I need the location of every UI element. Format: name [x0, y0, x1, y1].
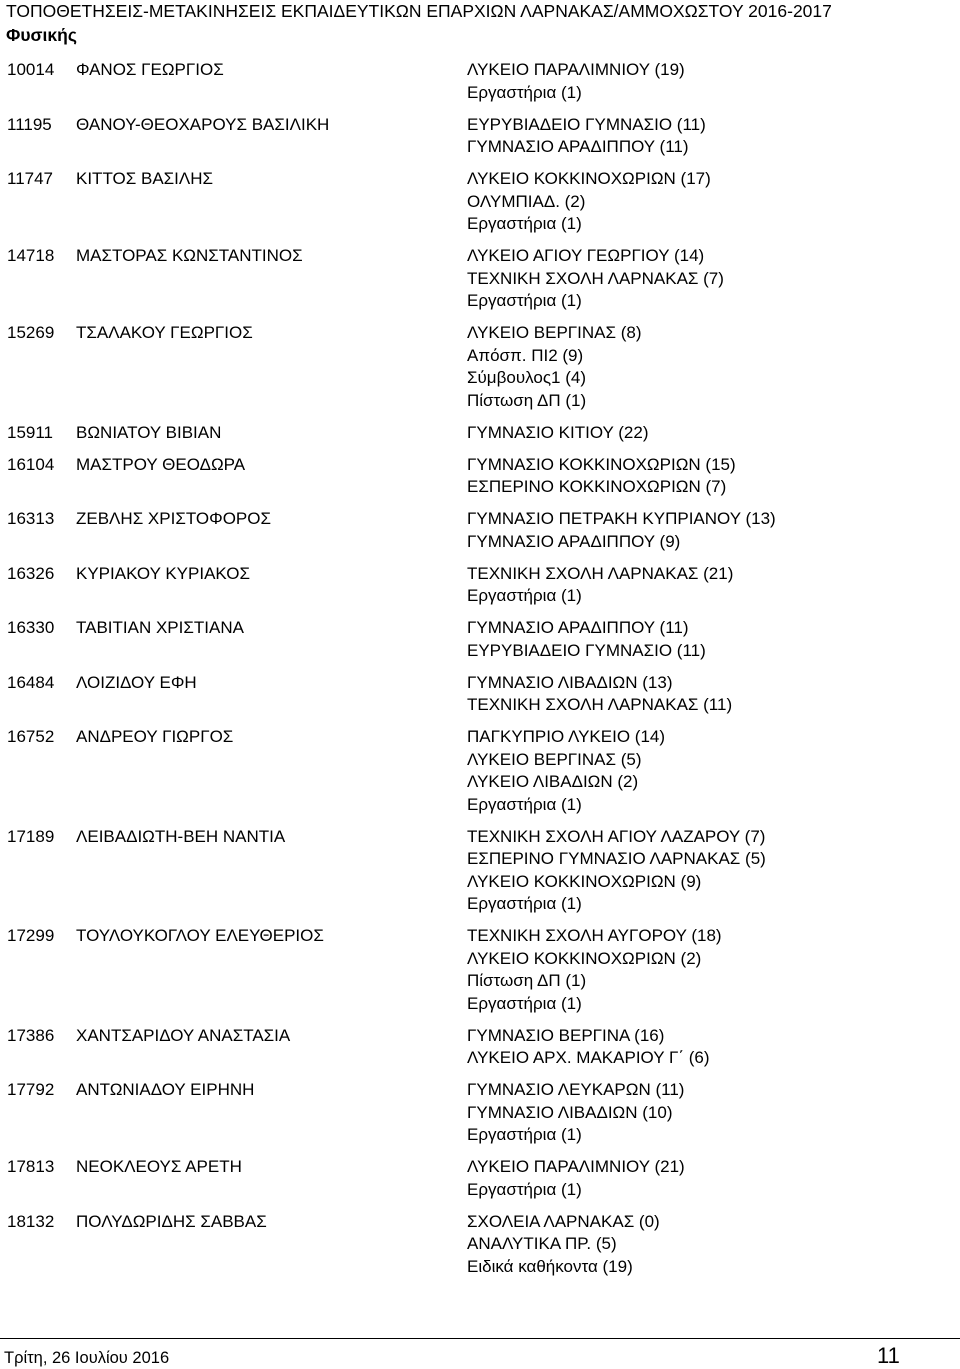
placement-list [467, 114, 960, 159]
teacher-id: 16313 [7, 509, 55, 528]
teacher-name: ΑΝΔΡΕΟΥ ΓΙΩΡΓΟΣ [76, 727, 234, 746]
placement-item: ΛΥΚΕΙΟ ΚΟΚΚΙΝΟΧΩΡΙΩΝ (9) [467, 871, 702, 891]
teacher-id: 10014 [7, 60, 55, 79]
teacher-row [0, 508, 960, 553]
placement-list [467, 563, 960, 608]
placement-item: ΓΥΜΝΑΣΙΟ ΒΕΡΓΙΝΑ (16) [467, 1025, 665, 1045]
subject-heading: Φυσικής [6, 25, 77, 45]
teacher-id: 16326 [7, 563, 55, 583]
placement-item: ΠΑΓΚΥΠΡΙΟ ΛΥΚΕΙΟ (14) [467, 727, 666, 746]
teacher-name: ΚΥΡΙΑΚΟΥ ΚΥΡΙΑΚΟΣ [76, 563, 250, 583]
teacher-id: 15269 [7, 323, 55, 342]
placement-item: ΛΥΚΕΙΟ ΚΟΚΚΙΝΟΧΩΡΙΩΝ (2) [467, 948, 702, 968]
placement-item: ΓΥΜΝΑΣΙΟ ΚΟΚΚΙΝΟΧΩΡΙΩΝ (15) [467, 454, 736, 474]
teacher-name: ΧΑΝΤΣΑΡΙΔΟΥ ΑΝΑΣΤΑΣΙΑ [76, 1025, 291, 1045]
placement-item: ΤΕΧΝΙΚΗ ΣΧΟΛΗ ΑΓΙΟΥ ΛΑΖΑΡΟΥ (7) [467, 826, 766, 846]
placement-item: Σύμβουλος1 (4) [467, 368, 586, 387]
placement-item: Ειδικά καθήκοντα (19) [467, 1256, 633, 1276]
placement-list [467, 826, 960, 916]
placement-list [467, 1025, 960, 1070]
placement-item: ΓΥΜΝΑΣΙΟ ΛΕΥΚΑΡΩΝ (11) [467, 1080, 685, 1099]
placement-item: ΓΥΜΝΑΣΙΟ ΑΡΑΔΙΠΠΟΥ (9) [467, 531, 681, 551]
teacher-row [0, 726, 960, 816]
placement-item: ΤΕΧΝΙΚΗ ΣΧΟΛΗ ΑΥΓΟΡΟΥ (18) [467, 926, 722, 945]
teacher-row [0, 1211, 960, 1279]
placement-list [467, 454, 960, 499]
placement-item: ΕΥΡΥΒΙΑΔΕΙΟ ΓΥΜΝΑΣΙΟ (11) [467, 640, 706, 660]
placement-item: ΑΝΑΛΥΤΙΚΑ ΠΡ. (5) [467, 1234, 617, 1253]
teacher-name: ΤΟΥΛΟΥΚΟΓΛΟΥ ΕΛΕΥΘΕΡΙΟΣ [76, 926, 324, 945]
teacher-row [0, 1156, 960, 1201]
placement-item: Εργαστήρια (1) [467, 82, 582, 102]
teacher-id: 17813 [7, 1157, 55, 1176]
teacher-row [0, 454, 960, 499]
teacher-row [0, 168, 960, 236]
teacher-id: 17299 [7, 926, 55, 945]
placement-item: ΛΥΚΕΙΟ ΠΑΡΑΛΙΜΝΙΟΥ (19) [467, 60, 685, 79]
placement-list [467, 322, 960, 412]
placement-item: Εργαστήρια (1) [467, 586, 582, 605]
placement-item: ΛΥΚΕΙΟ ΑΡΧ. ΜΑΚΑΡΙΟΥ Γ΄ (6) [467, 1048, 710, 1067]
teacher-name: ΖΕΒΛΗΣ ΧΡΙΣΤΟΦΟΡΟΣ [76, 509, 271, 528]
placement-list [467, 672, 960, 717]
placement-item: ΓΥΜΝΑΣΙΟ ΑΡΑΔΙΠΠΟΥ (11) [467, 137, 689, 156]
teacher-id: 17792 [7, 1080, 55, 1099]
placement-item: ΤΕΧΝΙΚΗ ΣΧΟΛΗ ΛΑΡΝΑΚΑΣ (11) [467, 695, 733, 714]
teacher-name: ΘΑΝΟΥ-ΘΕΟΧΑΡΟΥΣ ΒΑΣΙΛΙΚΗ [76, 114, 330, 134]
teacher-id: 14718 [7, 246, 55, 265]
placement-item: Πίστωση ΔΠ (1) [467, 971, 587, 990]
teacher-name: ΤΑΒΙΤΙΑΝ ΧΡΙΣΤΙΑΝΑ [76, 618, 244, 637]
placement-item: ΓΥΜΝΑΣΙΟ ΛΙΒΑΔΙΩΝ (10) [467, 1102, 673, 1122]
entries-list [0, 59, 960, 1288]
placement-list [467, 245, 960, 313]
teacher-id: 16104 [7, 454, 55, 474]
teacher-row [0, 925, 960, 1015]
teacher-id: 16330 [7, 618, 55, 637]
teacher-id: 17189 [7, 826, 55, 846]
teacher-row [0, 563, 960, 608]
placement-list [467, 422, 960, 445]
placement-item: Εργαστήρια (1) [467, 291, 582, 310]
teacher-id: 15911 [7, 422, 54, 442]
placement-list [467, 726, 960, 816]
placement-list [467, 1079, 960, 1147]
teacher-id: 18132 [7, 1211, 55, 1231]
placement-item: ΛΥΚΕΙΟ ΒΕΡΓΙΝΑΣ (8) [467, 323, 642, 342]
placement-item: ΓΥΜΝΑΣΙΟ ΚΙΤΙΟΥ (22) [467, 422, 649, 442]
teacher-row [0, 245, 960, 313]
teacher-name: ΚΙΤΤΟΣ ΒΑΣΙΛΗΣ [76, 169, 214, 188]
teacher-name: ΜΑΣΤΟΡΑΣ ΚΩΝΣΤΑΝΤΙΝΟΣ [76, 246, 303, 265]
footer-date: Τρίτη, 26 Ιουλίου 2016 [4, 1349, 170, 1367]
footer-divider [0, 1338, 960, 1339]
teacher-name: ΝΕΟΚΛΕΟΥΣ ΑΡΕΤΗ [76, 1157, 242, 1176]
teacher-name: ΒΩΝΙΑΤΟΥ ΒΙΒΙΑΝ [76, 422, 222, 442]
teacher-row [0, 59, 960, 104]
placement-item: ΛΥΚΕΙΟ ΛΙΒΑΔΙΩΝ (2) [467, 772, 639, 791]
placement-item: Εργαστήρια (1) [467, 894, 582, 913]
teacher-name: ΛΟΙΖΙΔΟΥ ΕΦΗ [76, 672, 197, 692]
placement-list [467, 617, 960, 662]
teacher-id: 16484 [7, 672, 55, 692]
placement-item: ΓΥΜΝΑΣΙΟ ΑΡΑΔΙΠΠΟΥ (11) [467, 618, 689, 637]
teacher-row [0, 672, 960, 717]
teacher-row [0, 1025, 960, 1070]
placement-item: ΛΥΚΕΙΟ ΠΑΡΑΛΙΜΝΙΟΥ (21) [467, 1157, 685, 1176]
placement-item: Εργαστήρια (1) [467, 214, 582, 233]
placement-item: ΟΛΥΜΠΙΑΔ. (2) [467, 191, 586, 211]
placement-item: ΕΣΠΕΡΙΝΟ ΚΟΚΚΙΝΟΧΩΡΙΩΝ (7) [467, 477, 727, 496]
teacher-id: 11195 [7, 114, 52, 134]
placement-item: Εργαστήρια (1) [467, 794, 582, 814]
teacher-name: ΤΣΑΛΑΚΟΥ ΓΕΩΡΓΙΟΣ [76, 323, 253, 342]
placement-item: ΣΧΟΛΕΙΑ ΛΑΡΝΑΚΑΣ (0) [467, 1211, 660, 1231]
placement-list [467, 168, 960, 236]
placement-item: Εργαστήρια (1) [467, 1125, 582, 1144]
placement-item: ΛΥΚΕΙΟ ΑΓΙΟΥ ΓΕΩΡΓΙΟΥ (14) [467, 246, 705, 265]
page-title: ΤΟΠΟΘΕΤΗΣΕΙΣ-ΜΕΤΑΚΙΝΗΣΕΙΣ ΕΚΠΑΙΔΕΥΤΙΚΩΝ ΕΠΑΡΧΙΩΝ ΛΑΡΝΑΚΑΣ/ΑΜΜΟΧΩΣΤΟΥ 2016-2017 [6, 1, 832, 21]
placement-item: ΕΣΠΕΡΙΝΟ ΓΥΜΝΑΣΙΟ ΛΑΡΝΑΚΑΣ (5) [467, 849, 766, 868]
placement-item: Εργαστήρια (1) [467, 993, 582, 1013]
placement-item: ΓΥΜΝΑΣΙΟ ΠΕΤΡΑΚΗ ΚΥΠΡΙΑΝΟΥ (13) [467, 509, 776, 528]
placement-item: ΤΕΧΝΙΚΗ ΣΧΟΛΗ ΛΑΡΝΑΚΑΣ (7) [467, 268, 724, 288]
teacher-name: ΠΟΛΥΔΩΡΙΔΗΣ ΣΑΒΒΑΣ [76, 1211, 267, 1231]
placement-item: ΕΥΡΥΒΙΑΔΕΙΟ ΓΥΜΝΑΣΙΟ (11) [467, 114, 706, 134]
teacher-row [0, 422, 960, 445]
teacher-row [0, 322, 960, 412]
placement-item: Εργαστήρια (1) [467, 1179, 582, 1199]
teacher-row [0, 114, 960, 159]
placement-list [467, 508, 960, 553]
placement-list [467, 59, 960, 104]
placement-item: ΤΕΧΝΙΚΗ ΣΧΟΛΗ ΛΑΡΝΑΚΑΣ (21) [467, 563, 734, 583]
teacher-name: ΑΝΤΩΝΙΑΔΟΥ ΕΙΡΗΝΗ [76, 1080, 255, 1099]
teacher-name: ΜΑΣΤΡΟΥ ΘΕΟΔΩΡΑ [76, 454, 246, 474]
placement-list [467, 925, 960, 1015]
teacher-id: 11747 [7, 169, 54, 188]
placement-item: Πίστωση ΔΠ (1) [467, 390, 587, 410]
placement-item: ΛΥΚΕΙΟ ΒΕΡΓΙΝΑΣ (5) [467, 749, 642, 769]
teacher-row [0, 1079, 960, 1147]
teacher-name: ΦΑΝΟΣ ΓΕΩΡΓΙΟΣ [76, 60, 224, 79]
placement-item: Απόσπ. ΠΙ2 (9) [467, 345, 584, 365]
teacher-id: 16752 [7, 727, 55, 746]
placement-item: ΛΥΚΕΙΟ ΚΟΚΚΙΝΟΧΩΡΙΩΝ (17) [467, 169, 711, 188]
teacher-row [0, 617, 960, 662]
teacher-id: 17386 [7, 1025, 55, 1045]
teacher-name: ΛΕΙΒΑΔΙΩΤΗ-ΒΕΗ ΝΑΝΤΙΑ [76, 826, 286, 846]
placement-list [467, 1211, 960, 1279]
page-number: 11 [877, 1343, 900, 1368]
placement-item: ΓΥΜΝΑΣΙΟ ΛΙΒΑΔΙΩΝ (13) [467, 672, 673, 692]
teacher-row [0, 826, 960, 916]
placement-list [467, 1156, 960, 1201]
